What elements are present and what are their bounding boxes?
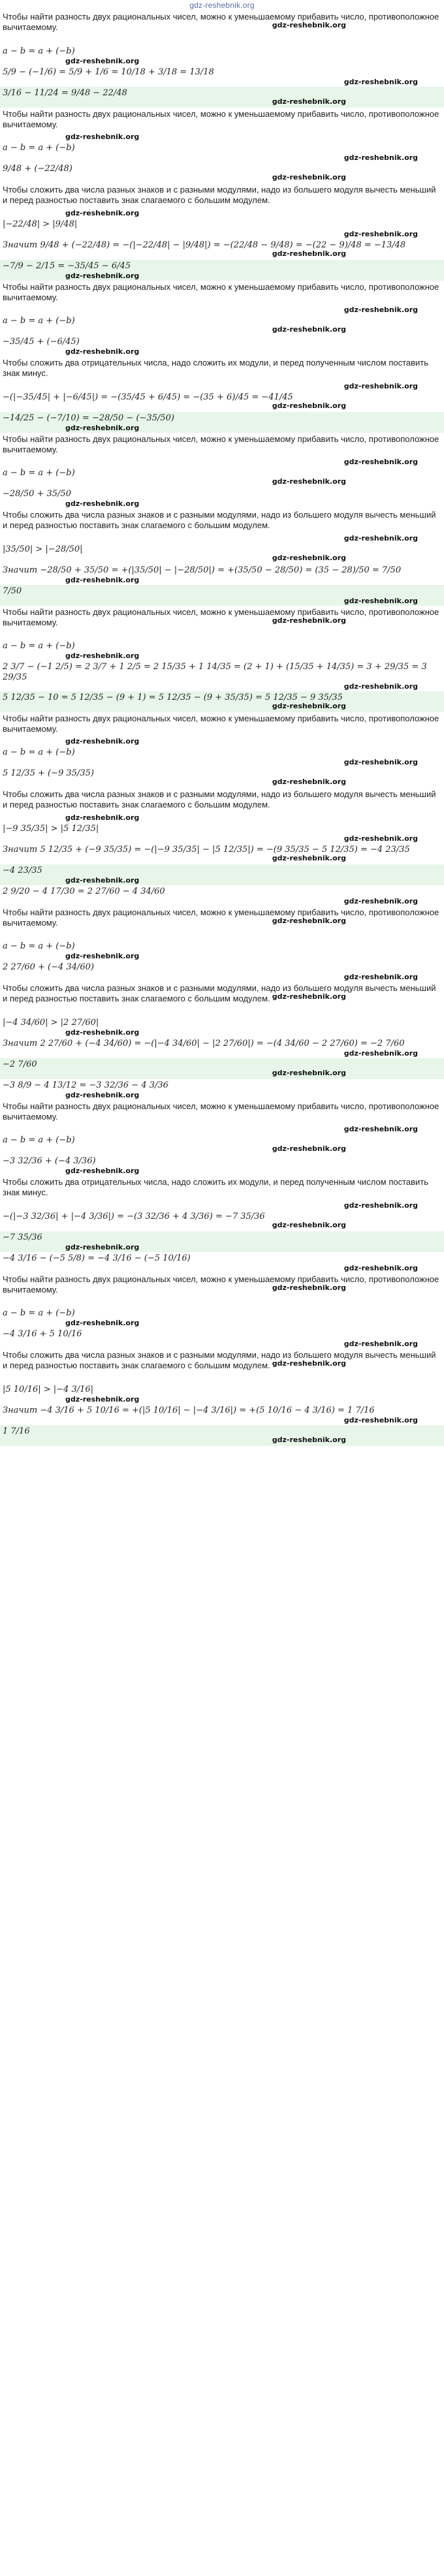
watermark: gdz-reshebnik.org — [343, 533, 418, 542]
math-expression: −3 32/36 + (−4 3/36) — [3, 1156, 96, 1166]
math-line — [0, 488, 444, 509]
watermark: gdz-reshebnik.org — [272, 249, 346, 258]
watermark: gdz-reshebnik.org — [343, 458, 418, 467]
rule-text-body: Чтобы найти разность двух рациональных чисел, можно к уменьшаемому прибавить число, противоположное вычитаемому. — [3, 1274, 439, 1295]
watermark: gdz-reshebnik.org — [272, 701, 346, 710]
watermark: gdz-reshebnik.org — [65, 1090, 140, 1099]
watermark: gdz-reshebnik.org — [343, 1048, 418, 1058]
math-line — [0, 1383, 444, 1404]
watermark: gdz-reshebnik.org — [343, 896, 418, 905]
math-line — [0, 163, 444, 183]
math-line — [0, 315, 444, 336]
watermark: gdz-reshebnik.org — [343, 381, 418, 390]
math-expression: 7/50 — [3, 586, 22, 596]
rule-text-body: Чтобы сложить два отрицательных числа, надо сложить их модули, и перед полученным числом поставить знак минус. — [3, 358, 429, 379]
watermark: gdz-reshebnik.org — [272, 853, 346, 862]
math-expression: Значит 2 27/60 + (−4 34/60) = −(|−4 34/60| − |2 27/60|) = −(4 34/60 − 2 27/60) = −2 7/60 — [3, 1038, 405, 1048]
rule-text — [0, 183, 444, 218]
rule-text — [0, 906, 444, 941]
math-expression: −28/50 + 35/50 — [3, 489, 71, 499]
rule-text-body: Чтобы найти разность двух рациональных чисел, можно к уменьшаемому прибавить число, противоположное вычитаемому. — [3, 108, 439, 129]
watermark: gdz-reshebnik.org — [65, 1319, 140, 1328]
watermark: gdz-reshebnik.org — [65, 56, 140, 65]
watermark: gdz-reshebnik.org — [272, 553, 346, 562]
math-expression: −35/45 + (−6/45) — [3, 337, 80, 347]
watermark: gdz-reshebnik.org — [272, 1435, 346, 1444]
answer-line — [0, 1425, 444, 1446]
rule-text — [0, 982, 444, 1016]
watermark: gdz-reshebnik.org — [272, 916, 346, 925]
math-expression: −4 3/16 − (−5 5/8) = −4 3/16 − (−5 10/16) — [3, 1253, 191, 1263]
math-expression: −(|−3 32/36| + |−4 3/36|) = −(3 32/36 + 4 3/36) = −7 35/36 — [3, 1211, 265, 1221]
watermark: gdz-reshebnik.org — [65, 575, 140, 584]
watermark: gdz-reshebnik.org — [343, 229, 418, 238]
watermark: gdz-reshebnik.org — [343, 153, 418, 163]
watermark: gdz-reshebnik.org — [65, 652, 140, 661]
math-expression: 9/48 + (−22/48) — [3, 164, 72, 174]
math-line — [0, 239, 444, 260]
watermark: gdz-reshebnik.org — [272, 992, 346, 1001]
answer-line — [0, 691, 444, 712]
watermark: gdz-reshebnik.org — [272, 1220, 346, 1229]
math-line — [0, 1307, 444, 1328]
math-expression: a − b = a + (−b) — [3, 316, 75, 326]
rule-text — [0, 788, 444, 823]
watermark: gdz-reshebnik.org — [343, 1201, 418, 1210]
watermark: gdz-reshebnik.org — [65, 133, 140, 142]
math-line — [0, 467, 444, 488]
watermark: gdz-reshebnik.org — [272, 1144, 346, 1153]
math-expression: 2 9/20 − 4 17/30 = 2 27/60 − 4 34/60 — [3, 886, 165, 896]
watermark: gdz-reshebnik.org — [272, 21, 346, 29]
rule-text — [0, 281, 444, 315]
math-expression: Значит −28/50 + 35/50 = +(|35/50| − |−28/50|) = +(35/50 − 28/50) = (35 − 28)/50 = 7/50 — [3, 565, 402, 575]
math-expression: a − b = a + (−b) — [3, 1135, 75, 1145]
answer-line — [0, 87, 444, 108]
math-expression: |−9 35/35| > |5 12/35| — [3, 823, 99, 834]
watermark: gdz-reshebnik.org — [343, 77, 418, 86]
watermark: gdz-reshebnik.org — [343, 1340, 418, 1349]
math-expression: |5 10/16| > |−4 3/16| — [3, 1384, 94, 1394]
rule-text-body: Чтобы сложить два числа разных знаков и с разными модулями, надо из большего модуля вычесть меньший и перед разностью поставить знак слагаемого с большим модулем. — [3, 983, 436, 1004]
watermark: gdz-reshebnik.org — [343, 1415, 418, 1424]
math-expression: a − b = a + (−b) — [3, 641, 75, 651]
rule-text-body: Чтобы сложить два отрицательных числа, надо сложить их модули, и перед полученным числом поставить знак минус. — [3, 1177, 429, 1198]
watermark: gdz-reshebnik.org — [65, 1167, 140, 1176]
math-line — [0, 1155, 444, 1176]
rule-text-body: Чтобы сложить два числа разных знаков и с разными модулями, надо из большего модуля вычесть меньший и перед разностью поставить знак слагаемого с большим модулем. — [3, 510, 436, 531]
math-expression: a − b = a + (−b) — [3, 747, 75, 757]
math-line — [0, 142, 444, 163]
math-line — [0, 885, 444, 906]
math-line — [0, 767, 444, 788]
math-expression: Значит −4 3/16 + 5 10/16 = +(|5 10/16| − |−4 3/16|) = +(5 10/16 − 4 3/16) = 1 7/16 — [3, 1405, 375, 1415]
watermark: gdz-reshebnik.org — [65, 952, 140, 961]
math-expression: a − b = a + (−b) — [3, 46, 75, 56]
math-line — [0, 640, 444, 661]
math-line — [0, 564, 444, 585]
math-expression: 1 7/16 — [3, 1426, 30, 1436]
math-expression: 2 3/7 − (−1 2/5) = 2 3/7 + 1 2/5 = 2 15/35 + 1 14/35 = (2 + 1) + (15/35 + 14/35) = 3 + 29/35 = 3 29/35 — [3, 662, 427, 683]
math-line — [0, 843, 444, 864]
site-header — [0, 0, 444, 9]
math-line — [0, 746, 444, 767]
watermark: gdz-reshebnik.org — [343, 758, 418, 767]
answer-line — [0, 1231, 444, 1252]
rule-text-body: Чтобы найти разность двух рациональных чисел, можно к уменьшаемому прибавить число, противоположное вычитаемому. — [3, 907, 439, 928]
math-line — [0, 391, 444, 412]
rule-text — [0, 356, 444, 391]
math-line — [0, 1328, 444, 1349]
math-expression: −14/25 − (−7/10) = −28/50 − (−35/50) — [3, 413, 174, 423]
watermark: gdz-reshebnik.org — [343, 306, 418, 315]
math-line — [0, 961, 444, 982]
answer-line — [0, 1058, 444, 1079]
math-expression: −7/9 − 2/15 = −35/45 − 6/45 — [3, 260, 131, 271]
rule-text-body: Чтобы найти разность двух рациональных чисел, можно к уменьшаемому прибавить число, противоположное вычитаемому. — [3, 281, 439, 302]
rule-text-body: Чтобы сложить два числа разных знаков и с разными модулями, надо из большего модуля вычесть меньший и перед разностью поставить знак слагаемого с большим модулем. — [3, 185, 436, 206]
math-expression: a − b = a + (−b) — [3, 143, 75, 153]
rule-text — [0, 509, 444, 543]
watermark: gdz-reshebnik.org — [272, 778, 346, 786]
watermark: gdz-reshebnik.org — [343, 1125, 418, 1134]
math-line — [0, 218, 444, 239]
watermark: gdz-reshebnik.org — [65, 423, 140, 432]
math-expression: |35/50| > |−28/50| — [3, 544, 83, 554]
math-line — [0, 1134, 444, 1155]
rule-text — [0, 1100, 444, 1135]
math-expression: Значит 5 12/35 + (−9 35/35) = −(|−9 35/35| − |5 12/35|) = −(9 35/35 − 5 12/35) = −4 23/35 — [3, 844, 410, 855]
watermark: gdz-reshebnik.org — [343, 682, 418, 691]
watermark: gdz-reshebnik.org — [272, 173, 346, 181]
math-expression: 2 27/60 + (−4 34/60) — [3, 962, 94, 972]
answer-line — [0, 412, 444, 433]
rule-text — [0, 1349, 444, 1383]
math-expression: 5/9 − (−1/6) = 5/9 + 1/6 = 10/18 + 3/18 = 13/18 — [3, 67, 214, 77]
math-line — [0, 1252, 444, 1273]
rule-text — [0, 712, 444, 747]
rule-text — [0, 108, 444, 142]
math-line — [0, 1079, 444, 1100]
math-line — [0, 45, 444, 66]
math-expression: −(|−35/45| + |−6/45|) = −(35/45 + 6/45) = −(35 + 6)/45 = −41/45 — [3, 392, 293, 402]
rule-text-body: Чтобы сложить два числа разных знаков и с разными модулями, надо из большего модуля вычесть меньший и перед разностью поставить знак слагаемого с большим модулем. — [3, 1350, 436, 1371]
rule-text-body: Чтобы найти разность двух рациональных чисел, можно к уменьшаемому прибавить число, противоположное вычитаемому. — [3, 1101, 439, 1122]
math-expression: |−22/48| > |9/48| — [3, 219, 78, 229]
watermark: gdz-reshebnik.org — [65, 208, 140, 217]
math-line — [0, 336, 444, 356]
watermark: gdz-reshebnik.org — [272, 1283, 346, 1292]
rule-text-body: Чтобы сложить два числа разных знаков и с разными модулями, надо из большего модуля вычесть меньший и перед разностью поставить знак слагаемого с большим модулем. — [3, 789, 436, 810]
watermark: gdz-reshebnik.org — [65, 875, 140, 885]
math-expression: −4 23/35 — [3, 865, 42, 875]
watermark: gdz-reshebnik.org — [65, 1242, 140, 1251]
solution-content — [0, 10, 444, 1446]
math-expression: −2 7/60 — [3, 1059, 37, 1069]
math-line — [0, 823, 444, 843]
math-expression: −3 8/9 − 4 13/12 = −3 32/36 − 4 3/36 — [3, 1080, 168, 1090]
watermark: gdz-reshebnik.org — [343, 1263, 418, 1272]
math-line — [0, 940, 444, 961]
watermark: gdz-reshebnik.org — [65, 1394, 140, 1404]
math-expression: |−4 34/60| > |2 27/60| — [3, 1017, 99, 1028]
watermark: gdz-reshebnik.org — [272, 97, 346, 106]
watermark: gdz-reshebnik.org — [343, 973, 418, 982]
answer-line — [0, 585, 444, 606]
math-expression: −7 35/36 — [3, 1232, 42, 1242]
math-expression: a − b = a + (−b) — [3, 941, 75, 951]
watermark: gdz-reshebnik.org — [65, 499, 140, 509]
rule-text — [0, 1273, 444, 1308]
watermark: gdz-reshebnik.org — [272, 477, 346, 486]
math-line — [0, 661, 444, 691]
math-expression: 5 12/35 − 10 = 5 12/35 − (9 + 1) = 5 12/35 − (9 + 35/35) = 5 12/35 − 9 35/35 — [3, 692, 343, 702]
math-line — [0, 66, 444, 87]
site-header-title: gdz-reshebnik.org — [189, 1, 255, 10]
math-line — [0, 1210, 444, 1231]
rule-text-body: Чтобы найти разность двух рациональных чисел, можно к уменьшаемому прибавить число, противоположное вычитаемому. — [3, 433, 439, 454]
math-expression: 5 12/35 + (−9 35/35) — [3, 768, 94, 778]
rule-text — [0, 10, 444, 45]
rule-text-body: Чтобы найти разность двух рациональных чисел, можно к уменьшаемому прибавить число, противоположное вычитаемому. — [3, 606, 439, 627]
math-line — [0, 543, 444, 564]
watermark: gdz-reshebnik.org — [65, 271, 140, 280]
watermark: gdz-reshebnik.org — [272, 1068, 346, 1077]
math-line — [0, 1404, 444, 1425]
watermark: gdz-reshebnik.org — [343, 596, 418, 605]
math-line — [0, 1037, 444, 1058]
watermark: gdz-reshebnik.org — [272, 1359, 346, 1368]
watermark: gdz-reshebnik.org — [65, 737, 140, 746]
rule-text — [0, 1176, 444, 1210]
rule-text-body: Чтобы найти разность двух рациональных чисел, можно к уменьшаемому прибавить число, противоположное вычитаемому. — [3, 713, 439, 734]
math-expression: −4 3/16 + 5 10/16 — [3, 1329, 82, 1339]
math-expression: a − b = a + (−b) — [3, 1308, 75, 1318]
rule-text-body: Чтобы найти разность двух рациональных чисел, можно к уменьшаемому прибавить число, противоположное вычитаемому. — [3, 12, 439, 33]
watermark: gdz-reshebnik.org — [272, 325, 346, 334]
watermark: gdz-reshebnik.org — [343, 834, 418, 843]
answer-line — [0, 260, 444, 281]
watermark: gdz-reshebnik.org — [65, 813, 140, 822]
watermark: gdz-reshebnik.org — [65, 347, 140, 356]
math-expression: a − b = a + (−b) — [3, 468, 75, 478]
watermark: gdz-reshebnik.org — [272, 616, 346, 625]
math-line — [0, 1016, 444, 1037]
watermark: gdz-reshebnik.org — [272, 401, 346, 410]
rule-text — [0, 433, 444, 467]
math-expression: 3/16 − 11/24 = 9/48 − 22/48 — [3, 87, 127, 98]
answer-line — [0, 864, 444, 885]
rule-text — [0, 606, 444, 640]
watermark: gdz-reshebnik.org — [65, 1028, 140, 1037]
math-expression: Значит 9/48 + (−22/48) = −(|−22/48| − |9/48|) = −(22/48 − 9/48) = −(22 − 9)/48 = −13/48 — [3, 240, 406, 250]
